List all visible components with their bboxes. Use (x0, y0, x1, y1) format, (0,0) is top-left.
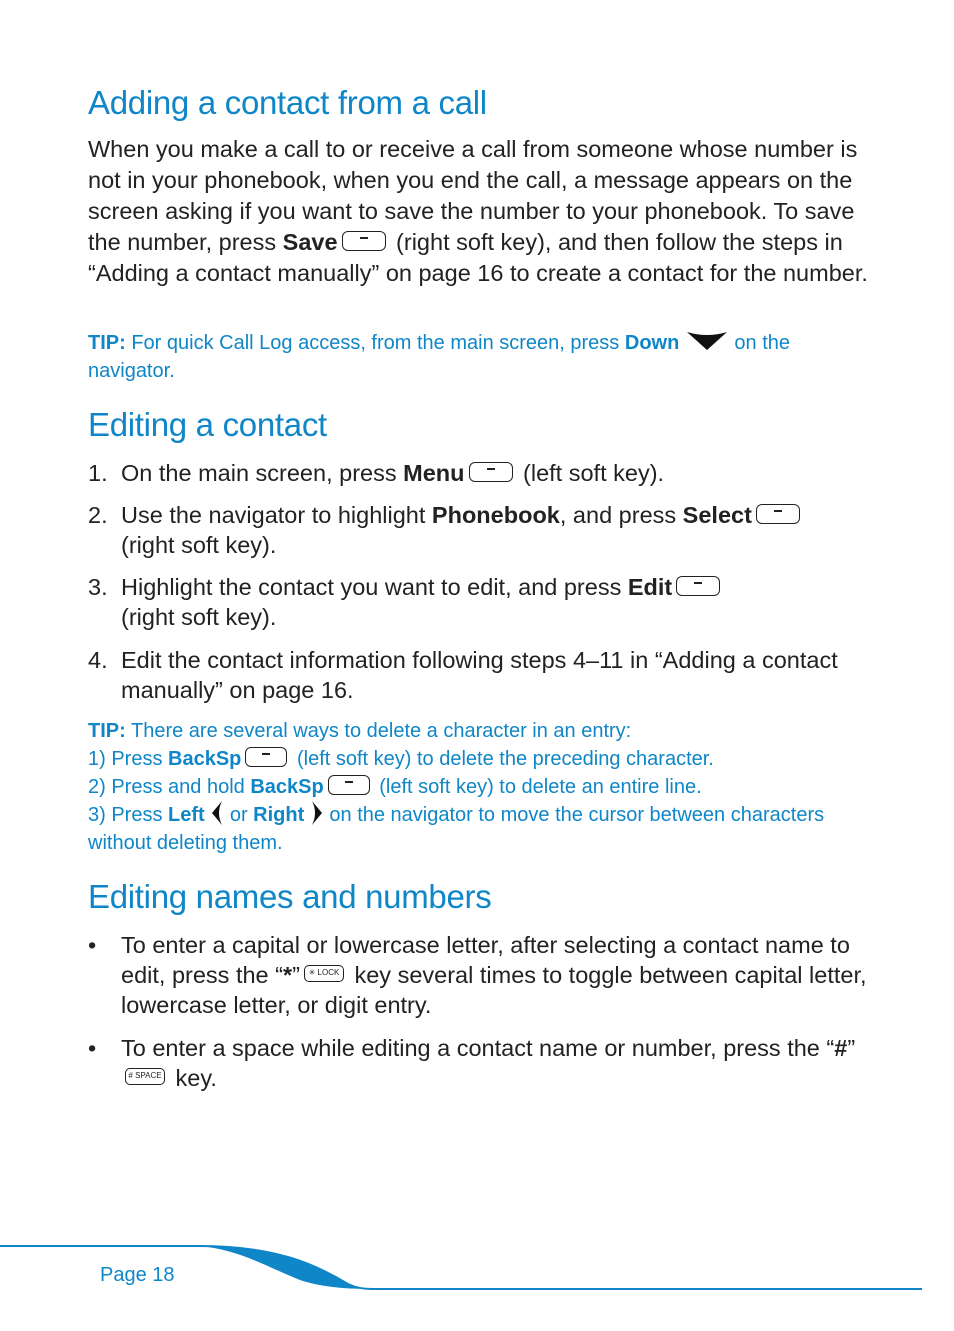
select-label: Select (682, 502, 752, 528)
bullet: • (88, 1035, 97, 1061)
heading-adding-contact-from-call: Adding a contact from a call (88, 84, 487, 121)
list-item-step-3 (88, 572, 868, 632)
text: For quick Call Log access, from the main screen, press (125, 332, 625, 354)
paragraph-adding-contact-from-call (88, 134, 868, 289)
text: ” (292, 962, 300, 988)
star-label: * (282, 962, 293, 988)
page-number: Page 18 (100, 1264, 175, 1286)
right-label: Right (253, 804, 305, 826)
left-soft-key-icon (328, 775, 370, 795)
step-number: 3. (88, 574, 108, 600)
text: (left soft key). (516, 460, 665, 486)
star-lock-key-icon: ✳ LOCK (304, 965, 344, 982)
tip-delete-character (88, 717, 868, 857)
list-item-bullet-1 (88, 930, 868, 1020)
left-soft-key-icon (469, 462, 513, 482)
text: , and press (559, 502, 683, 528)
hash-label: # (834, 1035, 848, 1061)
text: To enter a space while editing a contact name or number, press the “ (121, 1035, 835, 1061)
text: 3) Press (88, 804, 169, 826)
save-label: Save (282, 229, 338, 255)
step-number: 2. (88, 502, 108, 528)
text: 1) Press (88, 748, 169, 770)
down-label: Down (624, 332, 680, 354)
text: key several times to toggle between capital letter, lowercase letter, or digit entry. (121, 962, 867, 1018)
tip-label: TIP: (88, 332, 126, 354)
list-item-step-4 (88, 645, 868, 705)
bullet: • (88, 932, 97, 958)
tip-call-log (88, 329, 868, 385)
menu-label: Menu (403, 460, 465, 486)
backsp-label: BackSp (250, 776, 324, 798)
edit-label: Edit (627, 574, 673, 600)
text: 2) Press and hold (88, 776, 251, 798)
text: There are several ways to delete a character in an entry: (125, 720, 632, 742)
text: Use the navigator to highlight (121, 502, 432, 528)
text: (left soft key) to delete an entire line. (373, 776, 702, 798)
text: When you make a call to or receive a call from someone whose number is not in your phonebook, when you end the call, a message appears on the screen asking if you want to save the number to your phonebook. To save the number, press (88, 136, 858, 255)
list-item-bullet-2 (88, 1033, 868, 1093)
text: key. (169, 1065, 217, 1091)
step-number: 4. (88, 647, 108, 673)
right-arrow-icon (310, 800, 324, 826)
left-soft-key-icon (245, 747, 287, 767)
text: on the navigator to move the cursor between characters without deleting them. (88, 804, 825, 854)
right-soft-key-icon (342, 231, 386, 251)
right-soft-key-icon (676, 576, 720, 596)
text: Edit the contact information following steps 4–11 in “Adding a contact manually” on page 16. (121, 647, 838, 703)
backsp-label: BackSp (168, 748, 242, 770)
text: (right soft key). (121, 532, 277, 558)
left-arrow-icon (210, 800, 224, 826)
right-soft-key-icon (756, 504, 800, 524)
text: (right soft key), and then follow the steps in “Adding a contact manually” on page 16 to create a contact for the number. (88, 229, 868, 286)
list-item-step-1 (88, 458, 868, 488)
heading-editing-contact: Editing a contact (88, 406, 327, 443)
text: or (224, 804, 254, 826)
text: To enter a capital or lowercase letter, after selecting a contact name to edit, press the “ (121, 932, 850, 988)
text: ” (847, 1035, 856, 1061)
phonebook-label: Phonebook (431, 502, 560, 528)
text: Highlight the contact you want to edit, and press (121, 574, 628, 600)
text: (right soft key). (121, 604, 277, 630)
left-label: Left (168, 804, 205, 826)
text: (left soft key) to delete the preceding character. (291, 748, 714, 770)
heading-editing-names-numbers: Editing names and numbers (88, 878, 492, 915)
list-item-step-2 (88, 500, 868, 560)
step-number: 1. (88, 460, 108, 486)
text: On the main screen, press (121, 460, 404, 486)
tip-label: TIP: (88, 720, 126, 742)
down-arrow-icon (685, 330, 729, 352)
hash-space-key-icon: # SPACE (125, 1068, 165, 1085)
text: on the navigator. (88, 332, 791, 382)
